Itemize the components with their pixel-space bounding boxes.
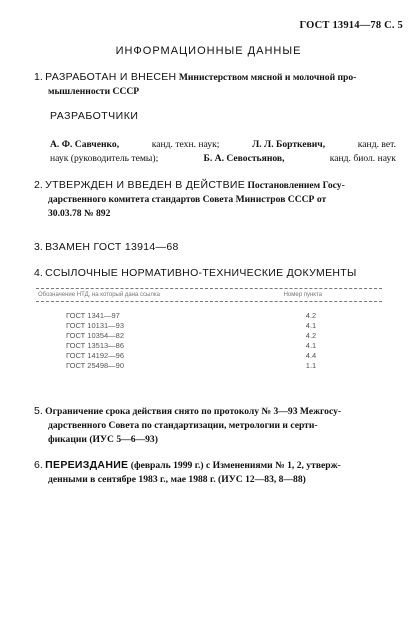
- table-body: [36, 302, 382, 371]
- developers-line-1: [50, 138, 396, 152]
- table-cell-doc: ГОСТ 10131—93: [66, 321, 125, 330]
- section-6-text-line2: денными в сентябре 1983 г., мае 1988 г. (ИУС 12—83, 8—88): [48, 474, 306, 485]
- section-6-number: 6.: [34, 459, 43, 471]
- section-5-text-line1: Ограничение срока действия снято по протоколу № 3—93 Межгосу-: [45, 406, 342, 417]
- table-cell-doc: ГОСТ 14192—96: [66, 351, 125, 360]
- section-2-caps: УТВЕРЖДЕН И ВВЕДЕН В ДЕЙСТВИЕ: [45, 179, 246, 191]
- developer-2-degree: канд. вет.: [357, 139, 396, 150]
- table-cell-item: 4.1: [305, 341, 317, 350]
- section-5-text-line3: фикации (ИУС 5—6—93): [48, 434, 158, 445]
- table-row: [36, 321, 382, 331]
- section-4-number: 4.: [34, 267, 43, 279]
- section-4-text: ССЫЛОЧНЫЕ НОРМАТИВНО-ТЕХНИЧЕСКИЕ ДОКУМЕНТЫ: [45, 267, 357, 279]
- section-1: [34, 70, 396, 99]
- table-row: [36, 331, 382, 341]
- table-cell-item: 4.2: [305, 311, 317, 320]
- developer-2-name: Л. Л. Борткевич,: [252, 139, 326, 150]
- section-3-text: ВЗАМЕН ГОСТ 13914—68: [45, 241, 179, 253]
- section-6-caps: ПЕРЕИЗДАНИЕ: [45, 459, 129, 471]
- reference-table: [36, 288, 382, 371]
- developers-line-2: [50, 152, 396, 166]
- table-cell-item: 1.1: [305, 361, 317, 370]
- section-2: [34, 178, 396, 221]
- table-cell-doc: ГОСТ 1341—97: [66, 311, 120, 320]
- table-cell-item: 4.2: [305, 331, 317, 340]
- section-5-number: 5.: [34, 405, 43, 417]
- page-title: ИНФОРМАЦИОННЫЕ ДАННЫЕ: [115, 45, 302, 57]
- table-col-item-header: Номер пункта: [283, 292, 322, 298]
- section-1-number: 1.: [34, 71, 43, 83]
- table-row: [36, 311, 382, 321]
- developer-2-role: наук (руководитель темы);: [50, 153, 159, 164]
- table-row: [36, 361, 382, 371]
- developer-3-name: Б. А. Севостьянов,: [203, 153, 285, 164]
- table-cell-doc: ГОСТ 13513—86: [66, 341, 125, 350]
- section-2-text-line2: дарственного комитета стандартов Совета Министров СССР от: [48, 194, 327, 205]
- developer-3-degree: канд. биол. наук: [329, 153, 396, 164]
- table-col-doc-header: Обозначение НТД, на который дана ссылка: [38, 292, 160, 298]
- section-5-text-line2: дарственного Совета по стандартизации, метрологии и серти-: [48, 420, 318, 431]
- table-cell-item: 4.4: [305, 351, 317, 360]
- table-cell-item: 4.1: [305, 321, 317, 330]
- table-cell-doc: ГОСТ 25498—90: [66, 361, 125, 370]
- section-5: [34, 404, 396, 447]
- section-2-number: 2.: [34, 179, 43, 191]
- page-header: ГОСТ 13914—78 С. 5: [299, 20, 403, 31]
- section-6-text-line1: (февраль 1999 г.) с Изменениями № 1, 2, утверж-: [130, 460, 341, 471]
- section-2-text-line1: Постановлением Госу-: [247, 180, 345, 191]
- table-header: [36, 289, 382, 301]
- section-2-text-line3: 30.03.78 № 892: [48, 208, 111, 219]
- developer-1-degree: канд. техн. наук;: [151, 139, 220, 150]
- section-1-caps: РАЗРАБОТАН И ВНЕСЕН: [45, 71, 177, 83]
- section-4: [34, 266, 396, 281]
- section-3: [34, 240, 396, 255]
- table-row: [36, 351, 382, 361]
- section-1-text-line2: мышленности СССР: [48, 86, 140, 97]
- section-3-number: 3.: [34, 241, 43, 253]
- table-row: [36, 341, 382, 351]
- table-cell-doc: ГОСТ 10354—82: [66, 331, 125, 340]
- developer-1-name: А. Ф. Савченко,: [50, 139, 120, 150]
- section-6: [34, 458, 396, 487]
- section-1-text-line1: Министерством мясной и молочной про-: [178, 72, 357, 83]
- developers-heading: РАЗРАБОТЧИКИ: [50, 110, 139, 122]
- developers-list: [50, 138, 396, 166]
